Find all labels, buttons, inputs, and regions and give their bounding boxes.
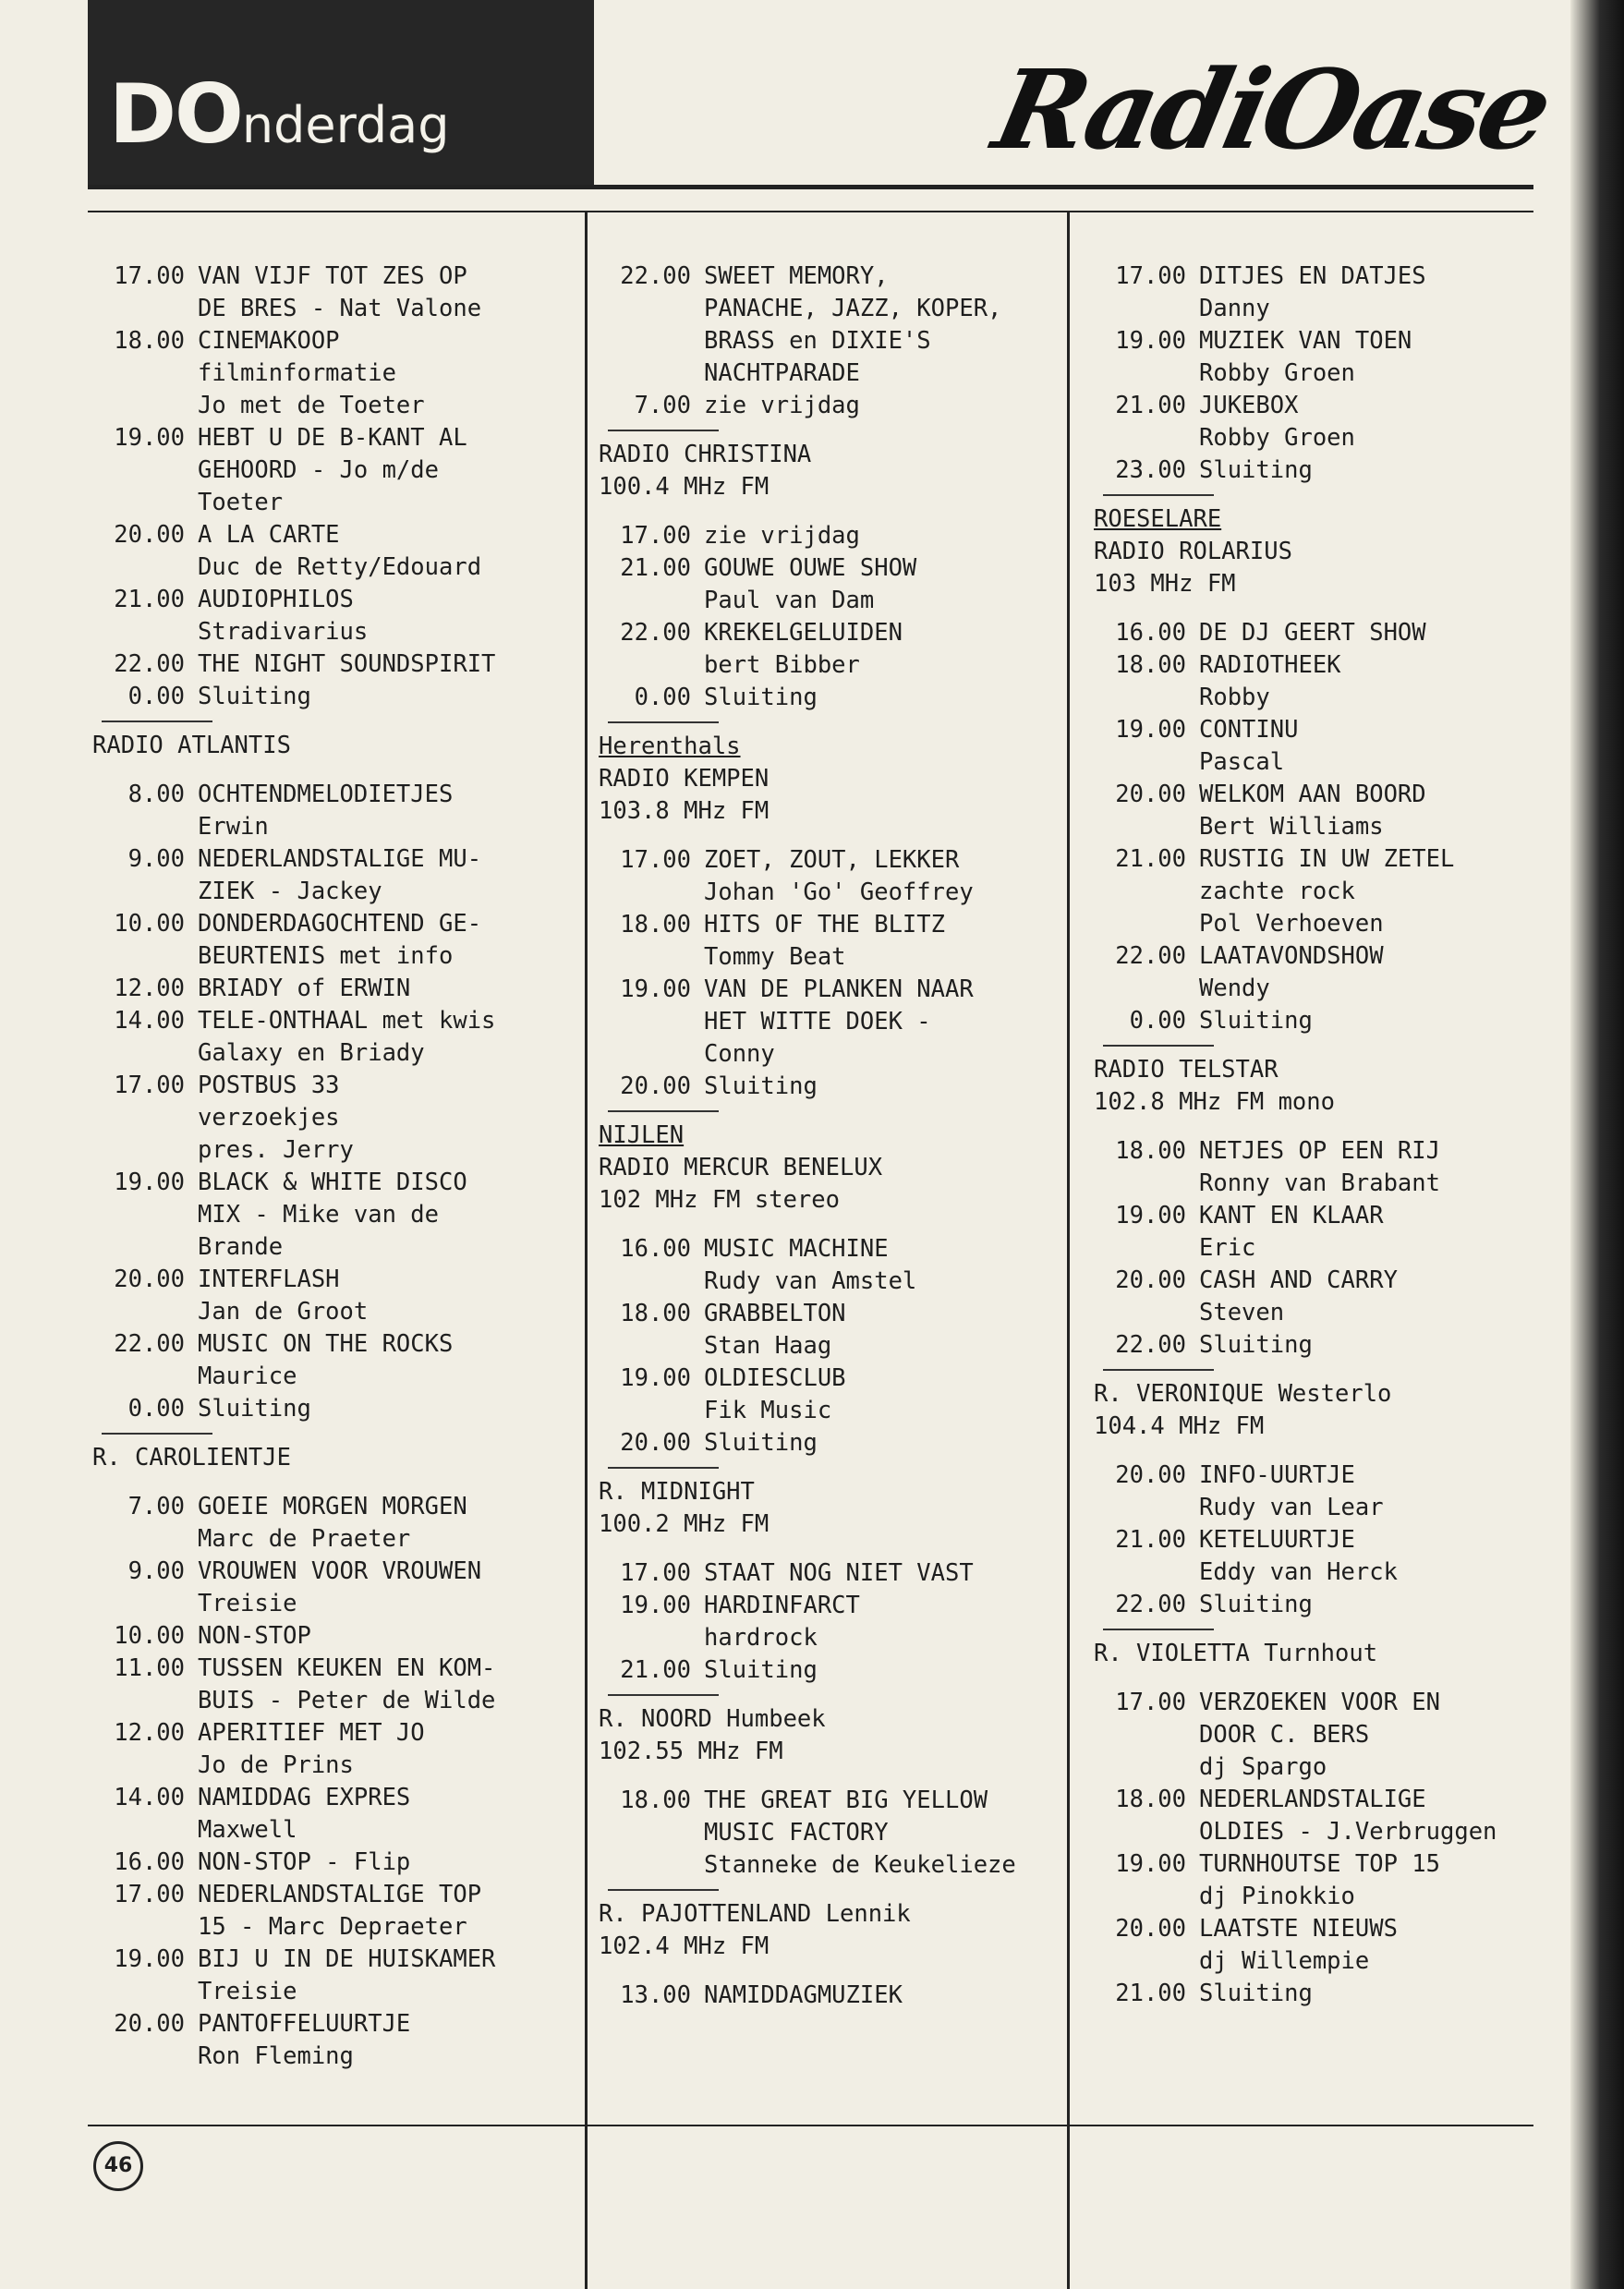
entry-programme: AUDIOPHILOS Stradivarius [198, 586, 369, 646]
station-name: RADIO MERCUR BENELUX 102 MHz FM stereo [599, 1154, 883, 1214]
block-separator [608, 721, 719, 723]
spacer [92, 1474, 573, 1491]
schedule-entry [599, 1362, 1060, 1427]
entry-time: 17.00 [114, 1072, 185, 1099]
schedule-entry [1094, 1687, 1523, 1784]
entry-programme: POSTBUS 33 verzoekjes pres. Jerry [198, 1072, 354, 1164]
entry-time: 21.00 [620, 554, 691, 582]
entry-time: 22.00 [114, 1330, 185, 1358]
schedule-entry [599, 1980, 1060, 2012]
entry-time: 22.00 [1115, 942, 1186, 970]
station-name: R. PAJOTTENLAND Lennik 102.4 MHz FM [599, 1900, 911, 1960]
block-separator [1103, 1045, 1214, 1047]
station-name: R. NOORD Humbeek 102.55 MHz FM [599, 1705, 826, 1765]
block-separator [608, 1694, 719, 1696]
entry-time: 17.00 [1115, 262, 1186, 290]
entry-time: 21.00 [620, 1656, 691, 1684]
entry-programme: NEDERLANDSTALIGE MU- ZIEK - Jackey [198, 845, 482, 905]
entry-time: 17.00 [620, 1559, 691, 1587]
schedule-entry [599, 844, 1060, 909]
spacer [1094, 1443, 1523, 1459]
schedule-entry [599, 909, 1060, 974]
entry-programme: NON-STOP - Flip [198, 1848, 411, 1876]
entry-programme: CONTINU Pascal [1199, 716, 1299, 776]
block-separator [608, 1889, 719, 1891]
schedule-entry [599, 1233, 1060, 1298]
entry-time: 18.00 [620, 911, 691, 939]
entry-programme: Sluiting [1199, 1007, 1313, 1035]
schedule-entry [92, 422, 573, 519]
entry-time: 12.00 [114, 1719, 185, 1747]
entry-time: 17.00 [114, 262, 185, 290]
entry-programme: PANTOFFELUURTJE Ron Fleming [198, 2010, 411, 2070]
schedule-entry [1094, 1978, 1523, 2010]
station-name: R. MIDNIGHT 100.2 MHz FM [599, 1478, 770, 1538]
schedule-entry [92, 1328, 573, 1393]
entry-programme: VERZOEKEN VOOR EN DOOR C. BERS dj Spargo [1199, 1689, 1440, 1781]
entry-time: 21.00 [1115, 1980, 1186, 2007]
entry-programme: JUKEBOX Robby Groen [1199, 392, 1355, 452]
block-separator [102, 1433, 212, 1435]
station-name: RADIO ATLANTIS [92, 732, 291, 759]
station-name: R. VIOLETTA Turnhout [1094, 1640, 1378, 1667]
spacer [1094, 1670, 1523, 1687]
block-separator [1103, 1369, 1214, 1371]
schedule-entry [92, 1782, 573, 1847]
entry-time: 12.00 [114, 975, 185, 1002]
entry-programme: GOEIE MORGEN MORGEN Marc de Praeter [198, 1493, 467, 1553]
entry-time: 0.00 [127, 1395, 185, 1423]
schedule-entry [92, 779, 573, 843]
entry-time: 20.00 [620, 1429, 691, 1457]
entry-time: 19.00 [114, 1945, 185, 1973]
entry-programme: CINEMAKOOP filminformatie Jo met de Toeter [198, 327, 425, 419]
entry-programme: ZOET, ZOUT, LEKKER Johan 'Go' Geoffrey [704, 846, 974, 906]
schedule-entry [92, 584, 573, 648]
schedule-entry [1094, 1913, 1523, 1978]
schedule-entry [92, 973, 573, 1005]
entry-time: 16.00 [620, 1235, 691, 1263]
entry-programme: THE GREAT BIG YELLOW MUSIC FACTORY Stanneke de Keukelieze [704, 1786, 1016, 1879]
entry-programme: APERITIEF MET JO Jo de Prins [198, 1719, 425, 1779]
entry-programme: TUSSEN KEUKEN EN KOM- BUIS - Peter de Wilde [198, 1654, 496, 1714]
schedule-entry [92, 908, 573, 973]
entry-programme: VAN DE PLANKEN NAAR HET WITTE DOEK - Conny [704, 975, 974, 1068]
spacer [599, 828, 1060, 844]
entry-programme: MUSIC ON THE ROCKS Maurice [198, 1330, 454, 1390]
schedule-entry [92, 1167, 573, 1264]
schedule-entry [1094, 1200, 1523, 1265]
entry-programme: NEDERLANDSTALIGE TOP 15 - Marc Depraeter [198, 1881, 482, 1941]
entry-time: 22.00 [620, 619, 691, 647]
entry-programme: SWEET MEMORY, PANACHE, JAZZ, KOPER, BRASS en DIXIE'S NACHTPARADE [704, 262, 1002, 387]
entry-time: 19.00 [1115, 716, 1186, 744]
entry-time: 18.00 [114, 327, 185, 355]
spacer [92, 762, 573, 779]
schedule-entry [92, 681, 573, 713]
entry-programme: Sluiting [704, 1429, 818, 1457]
spacer [599, 1963, 1060, 1980]
entry-programme: DE DJ GEERT SHOW [1199, 619, 1426, 647]
column-divider-1 [585, 211, 588, 2289]
entry-time: 14.00 [114, 1784, 185, 1811]
entry-time: 0.00 [1129, 1007, 1186, 1035]
entry-programme: Sluiting [198, 683, 311, 710]
block-separator [1103, 1629, 1214, 1630]
entry-time: 20.00 [114, 521, 185, 549]
entry-time: 14.00 [114, 1007, 185, 1035]
spacer [1094, 600, 1523, 617]
entry-time: 22.00 [114, 650, 185, 678]
footer-rule [88, 2125, 1533, 2126]
schedule-entry [1094, 1524, 1523, 1589]
entry-time: 19.00 [1115, 327, 1186, 355]
entry-programme: GRABBELTON Stan Haag [704, 1300, 846, 1360]
entry-time: 21.00 [1115, 1526, 1186, 1554]
entry-programme: NAMIDDAGMUZIEK [704, 1981, 903, 2009]
entry-programme: CASH AND CARRY Steven [1199, 1266, 1398, 1326]
entry-time: 18.00 [1115, 1786, 1186, 1813]
schedule-entry [599, 1071, 1060, 1103]
schedule-entry [599, 1427, 1060, 1459]
entry-programme: LAATAVONDSHOW Wendy [1199, 942, 1384, 1002]
station-name: R. VERONIQUE Westerlo 104.4 MHz FM [1094, 1380, 1392, 1440]
entry-time: 7.00 [127, 1493, 185, 1520]
entry-programme: INTERFLASH Jan de Groot [198, 1266, 369, 1326]
entry-programme: INFO-UURTJE Rudy van Lear [1199, 1461, 1384, 1521]
entry-programme: Sluiting [1199, 1980, 1313, 2007]
entry-time: 19.00 [620, 1592, 691, 1619]
schedule-entry [1094, 1459, 1523, 1524]
schedule-entry [1094, 390, 1523, 454]
header-rule [88, 185, 1533, 189]
entry-time: 19.00 [620, 975, 691, 1003]
schedule-entry [92, 1491, 573, 1556]
entry-programme: LAATSTE NIEUWS dj Willempie [1199, 1915, 1398, 1975]
entry-time: 20.00 [1115, 1461, 1186, 1489]
entry-programme: BLACK & WHITE DISCO MIX - Mike van de Brande [198, 1169, 467, 1261]
block-separator [608, 1110, 719, 1112]
schedule-entry [599, 682, 1060, 714]
schedule-entry [92, 1393, 573, 1425]
entry-time: 20.00 [620, 1072, 691, 1100]
town-heading: Herenthals [599, 733, 741, 760]
entry-time: 23.00 [1115, 456, 1186, 484]
block-separator [102, 721, 212, 722]
entry-time: 18.00 [1115, 1137, 1186, 1165]
entry-time: 19.00 [620, 1364, 691, 1392]
station-name: RADIO ROLARIUS 103 MHz FM [1094, 538, 1292, 598]
schedule-entry [599, 1654, 1060, 1687]
entry-programme: THE NIGHT SOUNDSPIRIT [198, 650, 496, 678]
spacer [599, 1541, 1060, 1557]
schedule-entry [1094, 260, 1523, 325]
schedule-column-3 [1094, 260, 1523, 2010]
entry-time: 18.00 [620, 1300, 691, 1327]
entry-time: 17.00 [620, 846, 691, 874]
entry-time: 0.00 [634, 684, 691, 711]
schedule-entry [1094, 1005, 1523, 1037]
entry-programme: HITS OF THE BLITZ Tommy Beat [704, 911, 945, 971]
schedule-entry [92, 1556, 573, 1620]
entry-time: 11.00 [114, 1654, 185, 1682]
block-separator [608, 430, 719, 431]
entry-time: 19.00 [114, 1169, 185, 1196]
schedule-entry [92, 1653, 573, 1717]
page-edge-shadow [1570, 0, 1624, 2289]
entry-programme: A LA CARTE Duc de Retty/Edouard [198, 521, 482, 581]
entry-time: 17.00 [114, 1881, 185, 1908]
schedule-entry [1094, 1784, 1523, 1848]
entry-time: 20.00 [114, 1266, 185, 1293]
schedule-entry [1094, 1589, 1523, 1621]
schedule-entry [1094, 1265, 1523, 1329]
page-number: 46 [93, 2141, 143, 2191]
entry-programme: NETJES OP EEN RIJ Ronny van Brabant [1199, 1137, 1440, 1197]
schedule-entry [92, 1944, 573, 2008]
entry-programme: HEBT U DE B-KANT AL GEHOORD - Jo m/de Toeter [198, 424, 467, 516]
entry-programme: TURNHOUTSE TOP 15 dj Pinokkio [1199, 1850, 1440, 1910]
entry-programme: KANT EN KLAAR Eric [1199, 1202, 1384, 1262]
entry-programme: Sluiting [704, 1072, 818, 1100]
entry-programme: NAMIDDAG EXPRES Maxwell [198, 1784, 411, 1844]
entry-programme: STAAT NOG NIET VAST [704, 1559, 974, 1587]
entry-time: 13.00 [620, 1981, 691, 2009]
entry-programme: HARDINFARCT hardrock [704, 1592, 860, 1652]
schedule-entry [599, 520, 1060, 552]
schedule-entry [92, 1070, 573, 1167]
entry-programme: zie vrijdag [704, 522, 860, 550]
entry-programme: Sluiting [1199, 456, 1313, 484]
spacer [599, 1768, 1060, 1785]
entry-programme: DONDERDAGOCHTEND GE- BEURTENIS met info [198, 910, 482, 970]
schedule-entry [1094, 1848, 1523, 1913]
header-rule-thin [88, 211, 1533, 212]
entry-time: 21.00 [1115, 392, 1186, 419]
schedule-entry [599, 260, 1060, 390]
entry-programme: RADIOTHEEK Robby [1199, 651, 1341, 711]
magazine-logo: RadiOase [984, 45, 1560, 174]
station-name: RADIO TELSTAR 102.8 MHz FM mono [1094, 1056, 1335, 1116]
entry-time: 22.00 [620, 262, 691, 290]
entry-programme: WELKOM AAN BOORD Bert Williams [1199, 781, 1426, 841]
entry-time: 20.00 [114, 2010, 185, 2038]
schedule-entry [599, 1298, 1060, 1362]
schedule-entry [92, 1847, 573, 1879]
entry-time: 10.00 [114, 910, 185, 938]
page-title-initials: DO [109, 67, 242, 162]
entry-time: 20.00 [1115, 781, 1186, 808]
schedule-entry [92, 1620, 573, 1653]
entry-programme: RUSTIG IN UW ZETEL zachte rock Pol Verhoeven [1199, 845, 1455, 938]
entry-time: 8.00 [127, 781, 185, 808]
entry-time: 19.00 [1115, 1850, 1186, 1878]
entry-programme: Sluiting [704, 1656, 818, 1684]
schedule-entry [1094, 843, 1523, 940]
schedule-entry [1094, 649, 1523, 714]
entry-programme: zie vrijdag [704, 392, 860, 419]
schedule-entry [599, 1590, 1060, 1654]
schedule-entry [599, 617, 1060, 682]
schedule-entry [92, 519, 573, 584]
entry-programme: BIJ U IN DE HUISKAMER Treisie [198, 1945, 496, 2005]
schedule-entry [92, 1005, 573, 1070]
entry-time: 7.00 [634, 392, 691, 419]
block-separator [1103, 494, 1214, 496]
schedule-entry [92, 1879, 573, 1944]
entry-programme: TELE-ONTHAAL met kwis Galaxy en Briady [198, 1007, 496, 1067]
entry-programme: DITJES EN DATJES Danny [1199, 262, 1426, 322]
entry-time: 16.00 [1115, 619, 1186, 647]
entry-time: 9.00 [127, 845, 185, 873]
town-heading: NIJLEN [599, 1121, 685, 1149]
entry-time: 20.00 [1115, 1915, 1186, 1943]
entry-time: 20.00 [1115, 1266, 1186, 1294]
schedule-entry [92, 2008, 573, 2073]
entry-programme: OCHTENDMELODIETJES Erwin [198, 781, 454, 841]
entry-programme: VROUWEN VOOR VROUWEN Treisie [198, 1557, 482, 1617]
schedule-entry [1094, 714, 1523, 779]
entry-programme: KETELUURTJE Eddy van Herck [1199, 1526, 1398, 1586]
schedule-entry [1094, 454, 1523, 487]
page-title [109, 67, 450, 162]
schedule-entry [92, 260, 573, 325]
entry-programme: MUSIC MACHINE Rudy van Amstel [704, 1235, 917, 1295]
schedule-entry [599, 390, 1060, 422]
schedule-entry [92, 1264, 573, 1328]
schedule-entry [599, 1557, 1060, 1590]
station-name: RADIO CHRISTINA 100.4 MHz FM [599, 441, 812, 501]
column-divider-2 [1067, 211, 1070, 2289]
entry-time: 17.00 [620, 522, 691, 550]
schedule-entry [1094, 617, 1523, 649]
schedule-entry [599, 974, 1060, 1071]
entry-time: 16.00 [114, 1848, 185, 1876]
entry-programme: Sluiting [198, 1395, 311, 1423]
entry-programme: Sluiting [1199, 1331, 1313, 1359]
schedule-entry [1094, 1329, 1523, 1362]
entry-time: 22.00 [1115, 1331, 1186, 1359]
entry-programme: BRIADY of ERWIN [198, 975, 411, 1002]
entry-time: 19.00 [114, 424, 185, 452]
schedule-entry [1094, 940, 1523, 1005]
entry-time: 18.00 [620, 1786, 691, 1814]
entry-programme: KREKELGELUIDEN bert Bibber [704, 619, 903, 679]
entry-time: 0.00 [127, 683, 185, 710]
spacer [599, 1217, 1060, 1233]
schedule-entry [92, 843, 573, 908]
entry-time: 18.00 [1115, 651, 1186, 679]
spacer [599, 503, 1060, 520]
spacer [1094, 1119, 1523, 1135]
schedule-column-2 [599, 260, 1060, 2012]
entry-programme: VAN VIJF TOT ZES OP DE BRES - Nat Valone [198, 262, 482, 322]
entry-programme: MUZIEK VAN TOEN Robby Groen [1199, 327, 1412, 387]
schedule-entry [1094, 325, 1523, 390]
schedule-entry [92, 648, 573, 681]
schedule-entry [92, 1717, 573, 1782]
station-name: R. CAROLIENTJE [92, 1444, 291, 1472]
entry-programme: NON-STOP [198, 1622, 311, 1650]
entry-time: 21.00 [114, 586, 185, 613]
entry-programme: NEDERLANDSTALIGE OLDIES - J.Verbruggen [1199, 1786, 1497, 1846]
schedule-entry [1094, 1135, 1523, 1200]
schedule-entry [599, 1785, 1060, 1882]
entry-programme: OLDIESCLUB Fik Music [704, 1364, 846, 1424]
entry-programme: GOUWE OUWE SHOW Paul van Dam [704, 554, 917, 614]
entry-programme: Sluiting [704, 684, 818, 711]
schedule-entry [92, 325, 573, 422]
entry-time: 17.00 [1115, 1689, 1186, 1716]
entry-time: 22.00 [1115, 1591, 1186, 1618]
entry-time: 19.00 [1115, 1202, 1186, 1229]
entry-programme: Sluiting [1199, 1591, 1313, 1618]
entry-time: 21.00 [1115, 845, 1186, 873]
schedule-entry [599, 552, 1060, 617]
entry-time: 9.00 [127, 1557, 185, 1585]
entry-time: 10.00 [114, 1622, 185, 1650]
page-title-rest: nderdag [241, 96, 450, 154]
schedule-entry [1094, 779, 1523, 843]
station-name: RADIO KEMPEN 103.8 MHz FM [599, 765, 770, 825]
schedule-column-1 [92, 260, 573, 2073]
town-heading: ROESELARE [1094, 505, 1222, 533]
block-separator [608, 1467, 719, 1469]
